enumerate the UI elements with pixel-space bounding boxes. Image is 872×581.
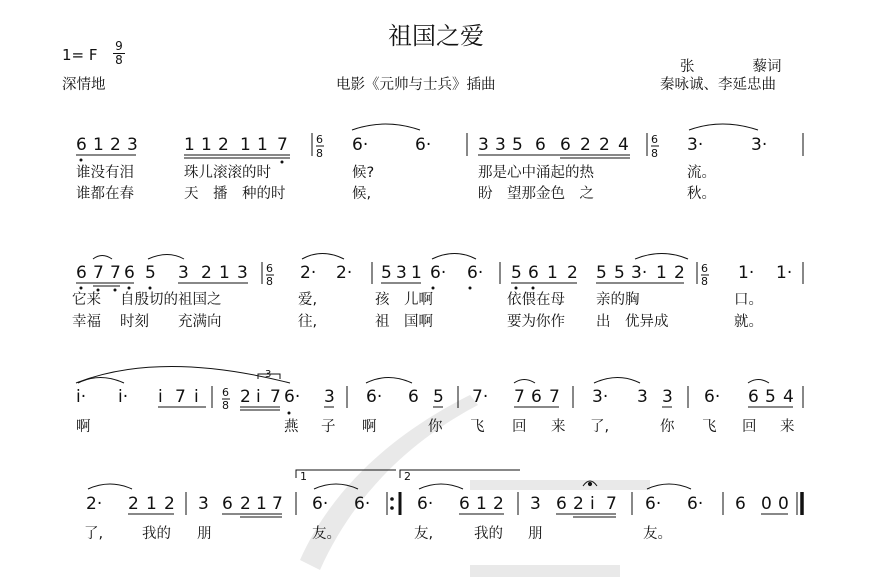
note-glyph: 1 bbox=[240, 135, 251, 155]
notation-text bbox=[72, 135, 795, 542]
note-glyph: 5 bbox=[511, 263, 522, 283]
lyric-verse-1: 朋 bbox=[197, 526, 212, 542]
note-glyph: 3· bbox=[687, 135, 704, 155]
note-glyph: 3· bbox=[751, 135, 768, 155]
note-glyph: 2 bbox=[599, 135, 610, 155]
lyric-verse-1: 流。 bbox=[687, 165, 716, 181]
note-glyph: 1 bbox=[184, 135, 195, 155]
note-glyph: 3 bbox=[637, 387, 648, 407]
note-glyph: 2 bbox=[164, 494, 175, 514]
note-glyph: 6 bbox=[76, 135, 87, 155]
volta-1-label: 1 bbox=[300, 470, 307, 483]
lyric-verse-1: 我的 bbox=[474, 526, 503, 542]
lyric-verse-1: 回 bbox=[742, 419, 757, 435]
lyric-verse-2: 盼 望那金色 之 bbox=[478, 186, 594, 202]
note-glyph: 1 bbox=[256, 494, 267, 514]
lyric-verse-1: 友, bbox=[414, 526, 434, 542]
note-glyph: 3 bbox=[237, 263, 248, 283]
note-glyph: 2 bbox=[110, 135, 121, 155]
lyric-verse-2: 天 播 种的时 bbox=[184, 186, 286, 202]
lyric-verse-1: 你 bbox=[428, 419, 443, 435]
note-glyph: 1· bbox=[738, 263, 755, 283]
note-glyph: 5 bbox=[512, 135, 523, 155]
lyric-verse-1: 你 bbox=[660, 419, 675, 435]
note-glyph: i· bbox=[76, 387, 87, 407]
repeat-sign bbox=[390, 497, 394, 510]
note-glyph: 1 bbox=[146, 494, 157, 514]
lyric-verse-1: 孩 儿啊 bbox=[375, 292, 433, 308]
note-glyph: 3· bbox=[631, 263, 648, 283]
lyric-verse-1: 谁没有泪 bbox=[76, 165, 134, 181]
lyric-verse-2: 候, bbox=[352, 186, 372, 202]
note-glyph: 2 bbox=[493, 494, 504, 514]
note-glyph: 3 bbox=[198, 494, 209, 514]
note-glyph: 4 bbox=[618, 135, 629, 155]
lyric-verse-2: 祖 国啊 bbox=[375, 314, 433, 330]
note-glyph: 2 bbox=[128, 494, 139, 514]
note-glyph: 7 bbox=[606, 494, 617, 514]
note-glyph: 1 bbox=[201, 135, 212, 155]
note-glyph: 7· bbox=[472, 387, 489, 407]
svg-text:6: 6 bbox=[651, 133, 658, 146]
lyric-verse-2: 出 优异成 bbox=[596, 314, 669, 330]
note-glyph: 2 bbox=[240, 387, 251, 407]
note-glyph: 6 bbox=[408, 387, 419, 407]
note-glyph: 2 bbox=[218, 135, 229, 155]
note-glyph: 6 bbox=[560, 135, 571, 155]
svg-text:8: 8 bbox=[316, 147, 323, 160]
key-signature: 1= F bbox=[62, 46, 98, 64]
lyric-verse-2: 幸福 bbox=[72, 314, 101, 330]
note-glyph: 6· bbox=[704, 387, 721, 407]
note-glyph: i bbox=[194, 387, 199, 407]
note-glyph: i bbox=[256, 387, 261, 407]
note-glyph: 5 bbox=[765, 387, 776, 407]
note-glyph: 1 bbox=[476, 494, 487, 514]
note-glyph: 6· bbox=[430, 263, 447, 283]
note-glyph: 5 bbox=[596, 263, 607, 283]
lyric-verse-1: 来 bbox=[551, 419, 566, 435]
note-glyph: 6 bbox=[528, 263, 539, 283]
note-glyph: 6· bbox=[417, 494, 434, 514]
song-source: 电影《元帅与士兵》插曲 bbox=[336, 77, 496, 93]
note-glyph: 2· bbox=[336, 263, 353, 283]
lyric-verse-1: 啊 bbox=[76, 419, 91, 435]
note-glyph: 2 bbox=[573, 494, 584, 514]
note-glyph: 1 bbox=[219, 263, 230, 283]
note-glyph: 1 bbox=[656, 263, 667, 283]
note-glyph: 3 bbox=[530, 494, 541, 514]
note-glyph: 5 bbox=[145, 263, 156, 283]
note-glyph: 6 bbox=[735, 494, 746, 514]
note-glyph: 2 bbox=[240, 494, 251, 514]
lyric-verse-1: 了, bbox=[590, 419, 610, 435]
note-glyph: 6· bbox=[645, 494, 662, 514]
lyric-verse-1: 自殷切的祖国之 bbox=[120, 292, 222, 308]
note-glyph: i bbox=[158, 387, 163, 407]
lyric-verse-1: 回 bbox=[512, 419, 527, 435]
note-glyph: 3 bbox=[662, 387, 673, 407]
lyricist-credit: 张 藜词 bbox=[680, 59, 782, 75]
note-glyph: 1 bbox=[411, 263, 422, 283]
svg-text:8: 8 bbox=[651, 147, 658, 160]
svg-text:8: 8 bbox=[222, 399, 229, 412]
song-title: 祖国之爱 bbox=[388, 22, 484, 50]
note-glyph: 3· bbox=[592, 387, 609, 407]
note-glyph: 3 bbox=[127, 135, 138, 155]
lyric-verse-1: 飞 bbox=[470, 419, 485, 435]
note-glyph: 2 bbox=[674, 263, 685, 283]
lyric-verse-1: 口。 bbox=[734, 292, 763, 308]
note-glyph: i· bbox=[118, 387, 129, 407]
lyric-verse-2: 谁都在春 bbox=[76, 186, 134, 202]
lyric-verse-2: 时刻 充满向 bbox=[120, 314, 222, 330]
note-glyph: 6 bbox=[556, 494, 567, 514]
note-glyph: 5 bbox=[614, 263, 625, 283]
lyric-verse-1: 飞 bbox=[702, 419, 717, 435]
svg-text:6: 6 bbox=[701, 262, 708, 275]
lyric-verse-1: 朋 bbox=[528, 526, 543, 542]
note-glyph: 6· bbox=[415, 135, 432, 155]
lyric-verse-1: 那是心中涌起的热 bbox=[478, 165, 594, 181]
time-denominator: 8 bbox=[115, 53, 123, 67]
note-glyph: 1 bbox=[257, 135, 268, 155]
note-glyph: 2 bbox=[567, 263, 578, 283]
note-glyph: 7 bbox=[93, 263, 104, 283]
svg-text:6: 6 bbox=[266, 262, 273, 275]
lyric-verse-1: 来 bbox=[780, 419, 795, 435]
note-glyph: 4 bbox=[783, 387, 794, 407]
svg-text:3: 3 bbox=[265, 369, 272, 380]
svg-text:8: 8 bbox=[266, 275, 273, 288]
note-glyph: 2· bbox=[300, 263, 317, 283]
note-glyph: 0 bbox=[761, 494, 772, 514]
note-glyph: 6· bbox=[366, 387, 383, 407]
note-glyph: 6 bbox=[748, 387, 759, 407]
note-glyph: 6 bbox=[531, 387, 542, 407]
note-glyph: 6· bbox=[312, 494, 329, 514]
note-glyph: 5 bbox=[381, 263, 392, 283]
note-glyph: 7 bbox=[270, 387, 281, 407]
time-numerator: 9 bbox=[115, 39, 123, 53]
note-glyph: 7 bbox=[175, 387, 186, 407]
note-glyph: 2 bbox=[580, 135, 591, 155]
lyric-verse-1: 依偎在母 bbox=[507, 292, 565, 308]
lyric-verse-1: 它来 bbox=[72, 292, 101, 308]
lyric-verse-1: 子 bbox=[321, 419, 336, 435]
note-glyph: 3 bbox=[324, 387, 335, 407]
octave-dots bbox=[80, 159, 535, 415]
note-glyph: 3 bbox=[478, 135, 489, 155]
triplet-mark bbox=[265, 369, 271, 380]
note-glyph: 1· bbox=[776, 263, 793, 283]
note-glyph: 6 bbox=[222, 494, 233, 514]
lyric-verse-1: 我的 bbox=[142, 526, 171, 542]
lyric-verse-1: 友。 bbox=[312, 526, 341, 542]
note-glyph: 6 bbox=[535, 135, 546, 155]
note-glyph: 7 bbox=[514, 387, 525, 407]
note-glyph: 2 bbox=[201, 263, 212, 283]
note-glyph: 6 bbox=[459, 494, 470, 514]
note-glyph: 3 bbox=[495, 135, 506, 155]
note-glyph: 3 bbox=[396, 263, 407, 283]
note-glyph: 2· bbox=[86, 494, 103, 514]
note-glyph: 6· bbox=[284, 387, 301, 407]
svg-text:8: 8 bbox=[701, 275, 708, 288]
lyric-verse-2: 秋。 bbox=[687, 186, 716, 202]
composer-credit: 秦咏诚、李延忠曲 bbox=[660, 77, 776, 93]
note-glyph: 7 bbox=[110, 263, 121, 283]
note-glyph: 6· bbox=[687, 494, 704, 514]
lyric-verse-1: 燕 bbox=[284, 419, 299, 435]
note-glyph: 6· bbox=[354, 494, 371, 514]
note-glyph: 3 bbox=[178, 263, 189, 283]
lyric-verse-1: 啊 bbox=[362, 419, 377, 435]
volta-2-label: 2 bbox=[404, 470, 411, 483]
lyric-verse-1: 友。 bbox=[643, 526, 672, 542]
note-glyph: 6· bbox=[352, 135, 369, 155]
note-glyph: 1 bbox=[93, 135, 104, 155]
note-glyph: 5 bbox=[433, 387, 444, 407]
lyric-verse-2: 往, bbox=[298, 314, 318, 330]
note-glyph: 7 bbox=[272, 494, 283, 514]
note-glyph: i bbox=[590, 494, 595, 514]
lyric-verse-1: 亲的胸 bbox=[596, 292, 640, 308]
tempo-marking: 深情地 bbox=[62, 77, 106, 93]
lyric-verse-1: 了, bbox=[84, 526, 104, 542]
svg-text:6: 6 bbox=[222, 386, 229, 399]
lyric-verse-2: 就。 bbox=[734, 314, 763, 330]
note-glyph: 6 bbox=[124, 263, 135, 283]
note-glyph: 7 bbox=[277, 135, 288, 155]
note-glyph: 7 bbox=[549, 387, 560, 407]
note-glyph: 6· bbox=[467, 263, 484, 283]
lyric-verse-2: 要为你作 bbox=[507, 314, 565, 330]
svg-text:6: 6 bbox=[316, 133, 323, 146]
lyric-verse-1: 珠儿滚滚的时 bbox=[184, 165, 271, 181]
lyric-verse-1: 爱, bbox=[298, 292, 318, 308]
lyric-verse-1: 候? bbox=[352, 165, 375, 181]
note-glyph: 0 bbox=[778, 494, 789, 514]
note-glyph: 1 bbox=[547, 263, 558, 283]
note-glyph: 6 bbox=[76, 263, 87, 283]
